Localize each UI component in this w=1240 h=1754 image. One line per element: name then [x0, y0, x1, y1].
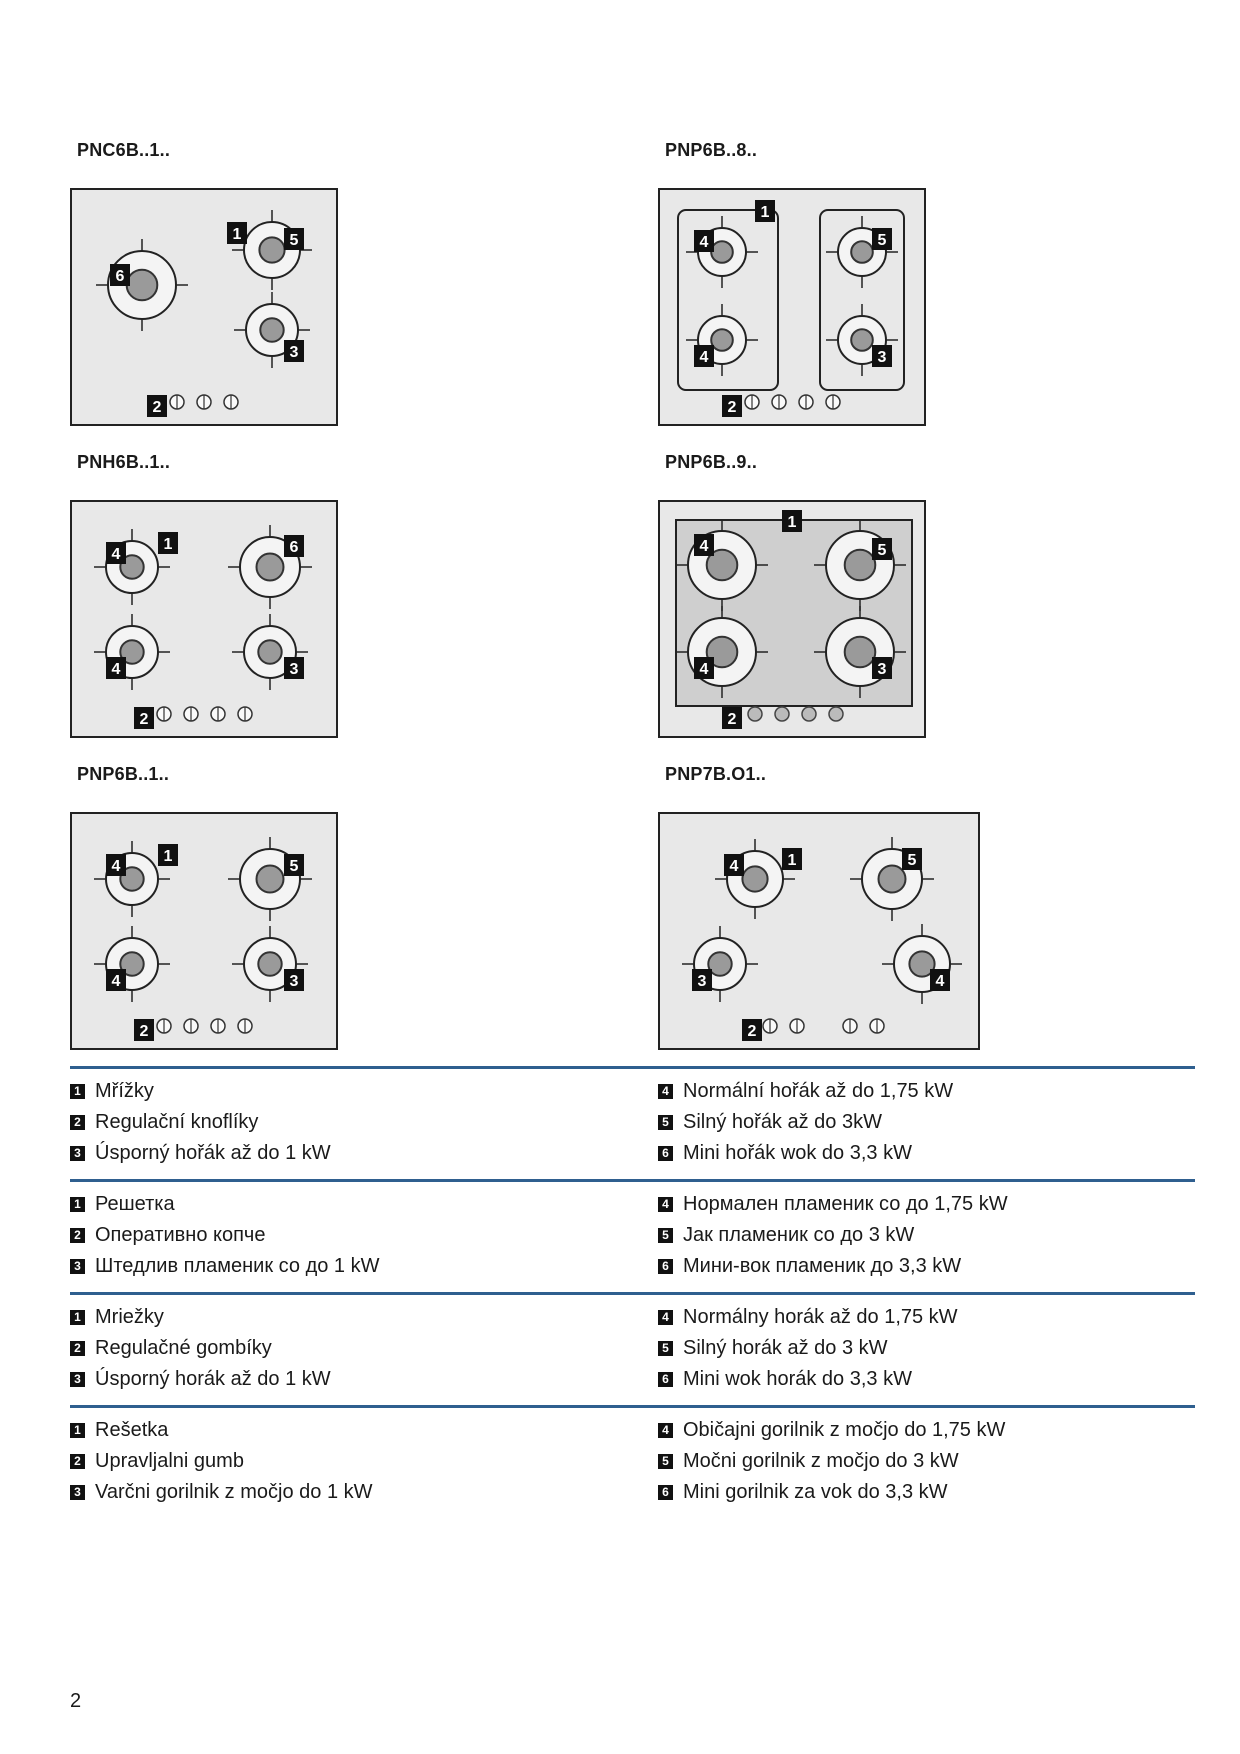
item-number-badge: 3 [70, 1259, 85, 1274]
legend-item [658, 1080, 953, 1103]
item-number-badge: 3 [70, 1372, 85, 1387]
legend-item [658, 1193, 1008, 1216]
page-number: 2 [70, 1690, 82, 1712]
callout-number: 4 [699, 234, 709, 251]
burner-cap [845, 550, 876, 581]
model-title-pnh6b1: PNH6B..1.. [77, 452, 171, 472]
hob-diagram-pnp6b9 [658, 500, 926, 738]
callout-number: 5 [877, 542, 887, 559]
legend-text: Mriežky [95, 1306, 164, 1328]
callout-number: 5 [289, 232, 299, 249]
hob-diagram-pnc6b1 [70, 188, 338, 426]
callout-number: 2 [152, 399, 162, 416]
legend-text: Rešetka [95, 1419, 169, 1441]
hob-illustration [72, 814, 336, 1048]
item-number-badge: 2 [70, 1454, 85, 1469]
legend-text: Мини-вок пламеник до 3,3 kW [683, 1255, 962, 1277]
legend-item [70, 1224, 265, 1247]
hob-illustration [72, 190, 336, 424]
callout-number: 4 [111, 661, 121, 678]
legend-text: Upravljalni gumb [95, 1450, 244, 1472]
legend-text: Silný horák až do 3 kW [683, 1337, 888, 1359]
legend-text: Нормален пламеник со до 1,75 kW [683, 1193, 1008, 1215]
hob-illustration [660, 190, 924, 424]
callout-number: 3 [289, 344, 299, 361]
legend-item [70, 1481, 373, 1504]
hob-illustration [660, 814, 978, 1048]
legend-text: Јак пламеник со до 3 kW [683, 1224, 915, 1246]
legend-divider [70, 1179, 1195, 1182]
callout-number: 2 [139, 1023, 149, 1040]
legend-item [70, 1306, 164, 1329]
legend-item [70, 1080, 154, 1103]
legend-text: Решетка [95, 1193, 175, 1215]
legend-text: Úsporný horák až do 1 kW [95, 1368, 331, 1390]
burner-cap [258, 640, 281, 663]
callout-number: 3 [877, 349, 887, 366]
legend-item [70, 1111, 258, 1134]
legend-item [658, 1337, 888, 1360]
item-number-badge: 6 [658, 1485, 673, 1500]
callout-number: 4 [699, 538, 709, 555]
burner-cap [259, 237, 284, 262]
callout-number: 4 [699, 349, 709, 366]
callout-number: 4 [111, 546, 121, 563]
model-title-pnp6b1: PNP6B..1.. [77, 764, 170, 784]
callout-number: 6 [289, 539, 299, 556]
item-number-badge: 4 [658, 1423, 673, 1438]
hob-diagram-pnp6b1 [70, 812, 338, 1050]
callout-number: 1 [163, 536, 173, 553]
burner-cap [742, 866, 767, 891]
legend-text: Mini wok horák do 3,3 kW [683, 1368, 912, 1390]
burner-cap [711, 329, 733, 351]
model-title-pnp6b8: PNP6B..8.. [665, 140, 758, 160]
burner-cap [257, 554, 284, 581]
callout-number: 4 [111, 973, 121, 990]
legend-item [70, 1193, 175, 1216]
callout-number: 5 [289, 858, 299, 875]
legend-text: Mřížky [95, 1080, 154, 1102]
legend-text: Običajni gorilnik z močjo do 1,75 kW [683, 1419, 1006, 1441]
hob-diagram-pnp7bo1 [658, 812, 980, 1050]
hob-diagram-pnp6b8 [658, 188, 926, 426]
callout-number: 2 [727, 711, 737, 728]
item-number-badge: 5 [658, 1228, 673, 1243]
callout-number: 1 [760, 204, 770, 221]
control-knob [802, 707, 816, 721]
legend-text: Оперативно копче [95, 1224, 266, 1246]
burner-cap [258, 952, 281, 975]
callout-number: 4 [729, 858, 739, 875]
callout-number: 1 [163, 848, 173, 865]
callout-number: 4 [111, 858, 121, 875]
legend-item [658, 1224, 914, 1247]
legend-item [658, 1368, 912, 1391]
legend-text: Normální hořák až do 1,75 kW [683, 1080, 954, 1102]
item-number-badge: 2 [70, 1115, 85, 1130]
hob-diagram-pnh6b1 [70, 500, 338, 738]
hob-illustration [72, 502, 336, 736]
legend-item [70, 1419, 168, 1442]
item-number-badge: 3 [70, 1146, 85, 1161]
legend-text: Silný hořák až do 3kW [683, 1111, 882, 1133]
legend-item [70, 1255, 379, 1278]
callout-number: 2 [727, 399, 737, 416]
item-number-badge: 5 [658, 1115, 673, 1130]
burner-cap [879, 866, 906, 893]
callout-number: 4 [699, 661, 709, 678]
legend-item [658, 1419, 1005, 1442]
callout-number: 2 [139, 711, 149, 728]
burner-cap [257, 866, 284, 893]
legend-item [658, 1306, 958, 1329]
item-number-badge: 6 [658, 1259, 673, 1274]
legend-text: Mini hořák wok do 3,3 kW [683, 1142, 912, 1164]
item-number-badge: 1 [70, 1197, 85, 1212]
callout-number: 2 [747, 1023, 757, 1040]
callout-number: 6 [115, 268, 125, 285]
legend-text: Regulačné gombíky [95, 1337, 272, 1359]
legend-item [658, 1255, 961, 1278]
item-number-badge: 6 [658, 1372, 673, 1387]
callout-number: 3 [697, 973, 707, 990]
burner-cap [711, 241, 733, 263]
legend-text: Úsporný hořák až do 1 kW [95, 1142, 331, 1164]
item-number-badge: 5 [658, 1341, 673, 1356]
item-number-badge: 4 [658, 1310, 673, 1325]
item-number-badge: 5 [658, 1454, 673, 1469]
callout-number: 4 [935, 973, 945, 990]
item-number-badge: 1 [70, 1084, 85, 1099]
model-title-pnc6b1: PNC6B..1.. [77, 140, 171, 160]
legend-text: Močni gorilnik z močjo do 3 kW [683, 1450, 959, 1472]
model-title-pnp6b9: PNP6B..9.. [665, 452, 758, 472]
item-number-badge: 6 [658, 1146, 673, 1161]
legend-item [70, 1450, 244, 1473]
control-knob [748, 707, 762, 721]
legend-item [70, 1368, 331, 1391]
callout-number: 3 [877, 661, 887, 678]
callout-number: 1 [787, 514, 797, 531]
control-knob [829, 707, 843, 721]
hob-illustration [660, 502, 924, 736]
item-number-badge: 4 [658, 1197, 673, 1212]
legend-divider [70, 1292, 1195, 1295]
control-knob [775, 707, 789, 721]
callout-number: 5 [877, 232, 887, 249]
item-number-badge: 2 [70, 1341, 85, 1356]
legend-text: Regulační knoflíky [95, 1111, 259, 1133]
legend-item [70, 1142, 331, 1165]
item-number-badge: 2 [70, 1228, 85, 1243]
model-title-pnp7bo1: PNP7B.O1.. [665, 764, 767, 784]
legend-text: Varčni gorilnik z močjo do 1 kW [95, 1481, 373, 1503]
item-number-badge: 1 [70, 1310, 85, 1325]
callout-number: 3 [289, 973, 299, 990]
item-number-badge: 4 [658, 1084, 673, 1099]
legend-text: Normálny horák až do 1,75 kW [683, 1306, 958, 1328]
callout-number: 1 [787, 852, 797, 869]
callout-number: 3 [289, 661, 299, 678]
legend-text: Штедлив пламеник со до 1 kW [95, 1255, 380, 1277]
burner-cap [260, 318, 283, 341]
legend-item [658, 1142, 912, 1165]
item-number-badge: 1 [70, 1423, 85, 1438]
legend-item [658, 1481, 948, 1504]
callout-number: 5 [907, 852, 917, 869]
burner-cap [127, 270, 158, 301]
burner-cap [851, 241, 873, 263]
burner-cap [851, 329, 873, 351]
legend-item [658, 1111, 882, 1134]
legend-item [658, 1450, 959, 1473]
legend-divider [70, 1066, 1195, 1069]
callout-number: 1 [232, 226, 242, 243]
legend-divider [70, 1405, 1195, 1408]
item-number-badge: 3 [70, 1485, 85, 1500]
legend-item [70, 1337, 272, 1360]
legend-text: Mini gorilnik za vok do 3,3 kW [683, 1481, 948, 1503]
burner-cap [845, 637, 876, 668]
